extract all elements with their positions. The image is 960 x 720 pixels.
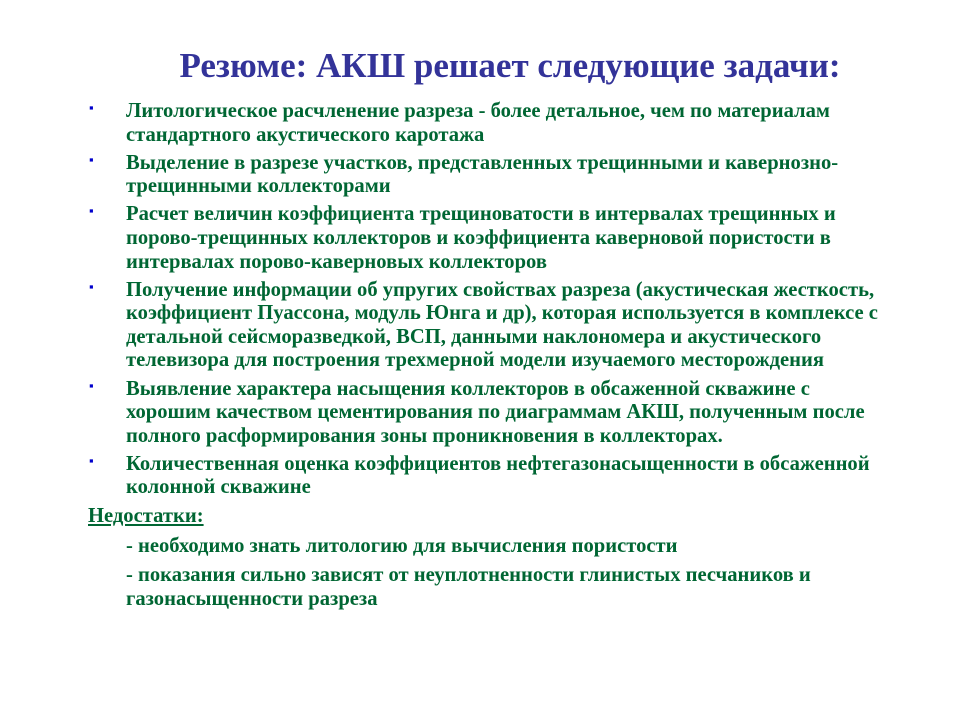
shortcoming-item: - необходимо знать литологию для вычисления пористости <box>126 534 678 557</box>
slide-title: Резюме: АКШ решает следующие задачи: <box>179 46 841 85</box>
list-item-text: Расчет величин коэффициента трещиноватости в интервалах трещинных и порово-трещинных коллекторов и коэффициента каверновой пористости в интервалах порово-каверновых коллекторов <box>126 203 836 273</box>
square-bullet-icon: ▪ <box>89 100 94 115</box>
list-item <box>88 279 888 373</box>
square-bullet-icon: ▪ <box>89 203 94 219</box>
shortcoming-item: - показания сильно зависят от неуплотненности глинистых песчаников и газонасыщенности разреза <box>126 564 811 610</box>
list-item-text: Количественная оценка коэффициентов нефтегазонасыщенности в обсаженной колонной скважине <box>126 452 870 499</box>
square-bullet-icon: ▪ <box>89 151 94 167</box>
list-item-text: Выделение в разрезе участков, представленных трещинными и кавернозно-трещинными коллекторами <box>126 151 839 198</box>
list-item <box>88 100 888 147</box>
list-item-text: Получение информации об упругих свойствах разреза (акустическая жесткость, коэффициент Пуассона, модуль Юнга и др), которая используется в комплексе с детальной сейсморазведкой, ВСП, данными наклономера и акустического телевизора для построения трехмерной модели изучаемого месторождения <box>126 278 878 372</box>
list-item <box>88 453 888 500</box>
list-item <box>88 152 888 199</box>
list-item-text: Литологическое расчленение разреза - более детальное, чем по материалам стандартного акустического каротажа <box>126 100 830 146</box>
slide-content <box>88 100 888 611</box>
list-item-text: Выявление характера насыщения коллекторов в обсаженной скважине с хорошим качеством цементирования по диаграммам АКШ, полученным после полного расформирования зоны проникновения в коллекторах. <box>126 377 865 447</box>
square-bullet-icon: ▪ <box>89 278 94 294</box>
task-list <box>88 100 888 500</box>
list-item <box>88 378 888 449</box>
shortcomings-heading: Недостатки: <box>88 505 204 527</box>
square-bullet-icon: ▪ <box>89 452 94 468</box>
square-bullet-icon: ▪ <box>89 377 94 393</box>
list-item <box>88 203 888 274</box>
